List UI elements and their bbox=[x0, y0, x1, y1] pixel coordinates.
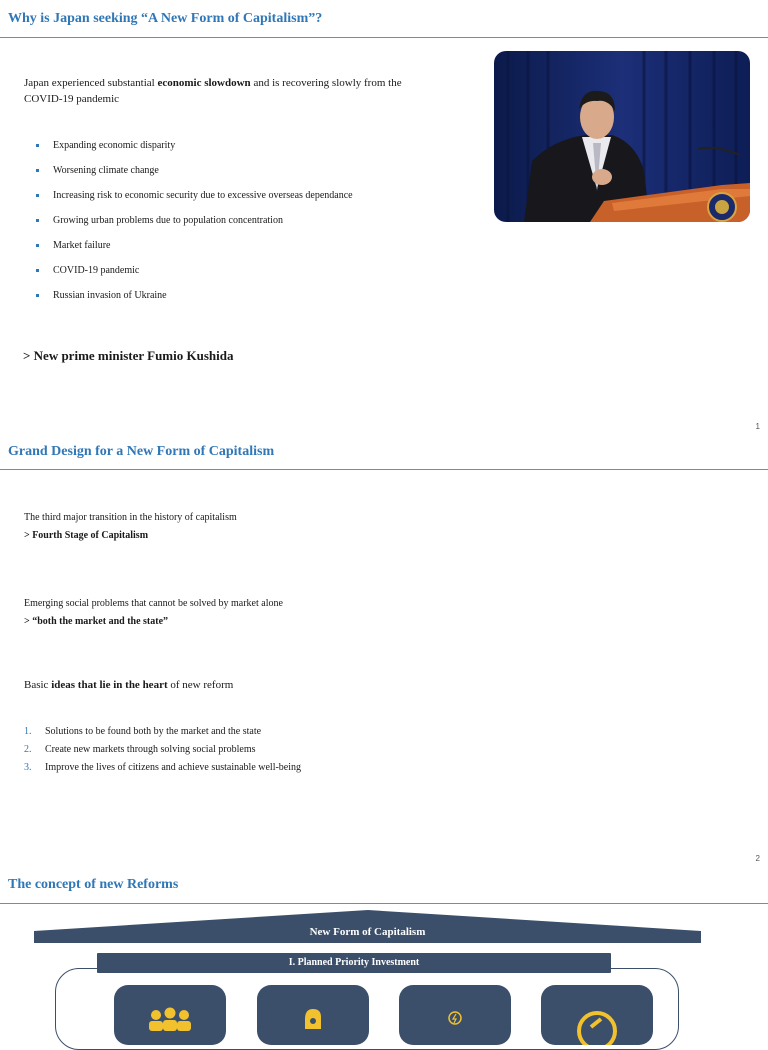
intro-post: and is recovering slowly from the bbox=[250, 77, 402, 89]
pillar-tile bbox=[399, 985, 511, 1045]
title-divider bbox=[0, 903, 768, 904]
intro-line2: COVID-19 pandemic bbox=[24, 93, 120, 105]
people-icon bbox=[114, 985, 226, 1045]
block-1-line-1: The third major transition in the history of capitalism bbox=[24, 512, 237, 523]
list-item: Increasing risk to economic security due to excessive overseas dependance bbox=[36, 189, 353, 214]
block-2-line-2: > “both the market and the state” bbox=[24, 616, 169, 627]
person-icon bbox=[257, 985, 369, 1045]
list-number: 1. bbox=[24, 726, 32, 737]
problem-list bbox=[36, 139, 353, 314]
page-number: 1 bbox=[755, 422, 760, 431]
title-divider bbox=[0, 469, 768, 470]
prime-minister-photo bbox=[494, 51, 750, 222]
list-number: 2. bbox=[24, 744, 32, 755]
slide-3-title: The concept of new Reforms bbox=[8, 877, 179, 892]
list-item: Russian invasion of Ukraine bbox=[36, 289, 353, 314]
pillar-tile bbox=[114, 985, 226, 1045]
list-item bbox=[24, 743, 301, 761]
pillar-tile bbox=[541, 985, 653, 1045]
block-3 bbox=[24, 677, 233, 693]
list-text: Solutions to be found both by the market and the state bbox=[45, 726, 262, 737]
block-3-bold: ideas that lie in the heart bbox=[51, 679, 168, 691]
roof-label: New Form of Capitalism bbox=[309, 926, 426, 938]
list-item: Worsening climate change bbox=[36, 164, 353, 189]
block-3-post: of new reform bbox=[167, 679, 234, 691]
slide-2-title: Grand Design for a New Form of Capitalism bbox=[8, 444, 275, 459]
intro-pre: Japan experienced substantial bbox=[24, 77, 158, 89]
list-text: Improve the lives of citizens and achieve sustainable well-being bbox=[45, 762, 302, 773]
block-1-line-2: > Fourth Stage of Capitalism bbox=[24, 530, 149, 541]
list-item: Expanding economic disparity bbox=[36, 139, 353, 164]
priority-investment-bar: I. Planned Priority Investment bbox=[97, 953, 611, 973]
pillar-tile bbox=[257, 985, 369, 1045]
list-number: 3. bbox=[24, 762, 32, 773]
list-item bbox=[24, 725, 301, 743]
page-number: 2 bbox=[755, 854, 760, 863]
list-item: Market failure bbox=[36, 239, 353, 264]
block-2-line-1: Emerging social problems that cannot be solved by market alone bbox=[24, 598, 283, 609]
list-item bbox=[24, 761, 301, 779]
conclusion-text: > New prime minister Fumio Kushida bbox=[23, 348, 234, 363]
intro-text bbox=[24, 75, 474, 107]
title-divider bbox=[0, 37, 768, 38]
list-item: Growing urban problems due to population concentration bbox=[36, 214, 353, 239]
lightbulb-icon bbox=[399, 985, 511, 1045]
circle-icon bbox=[541, 985, 653, 1045]
slide-1-title: Why is Japan seeking “A New Form of Capitalism”? bbox=[8, 11, 323, 26]
ideas-list bbox=[24, 725, 301, 779]
list-item: COVID-19 pandemic bbox=[36, 264, 353, 289]
intro-bold: economic slowdown bbox=[157, 77, 251, 89]
block-3-pre: Basic bbox=[24, 679, 52, 691]
list-text: Create new markets through solving social problems bbox=[45, 744, 256, 755]
